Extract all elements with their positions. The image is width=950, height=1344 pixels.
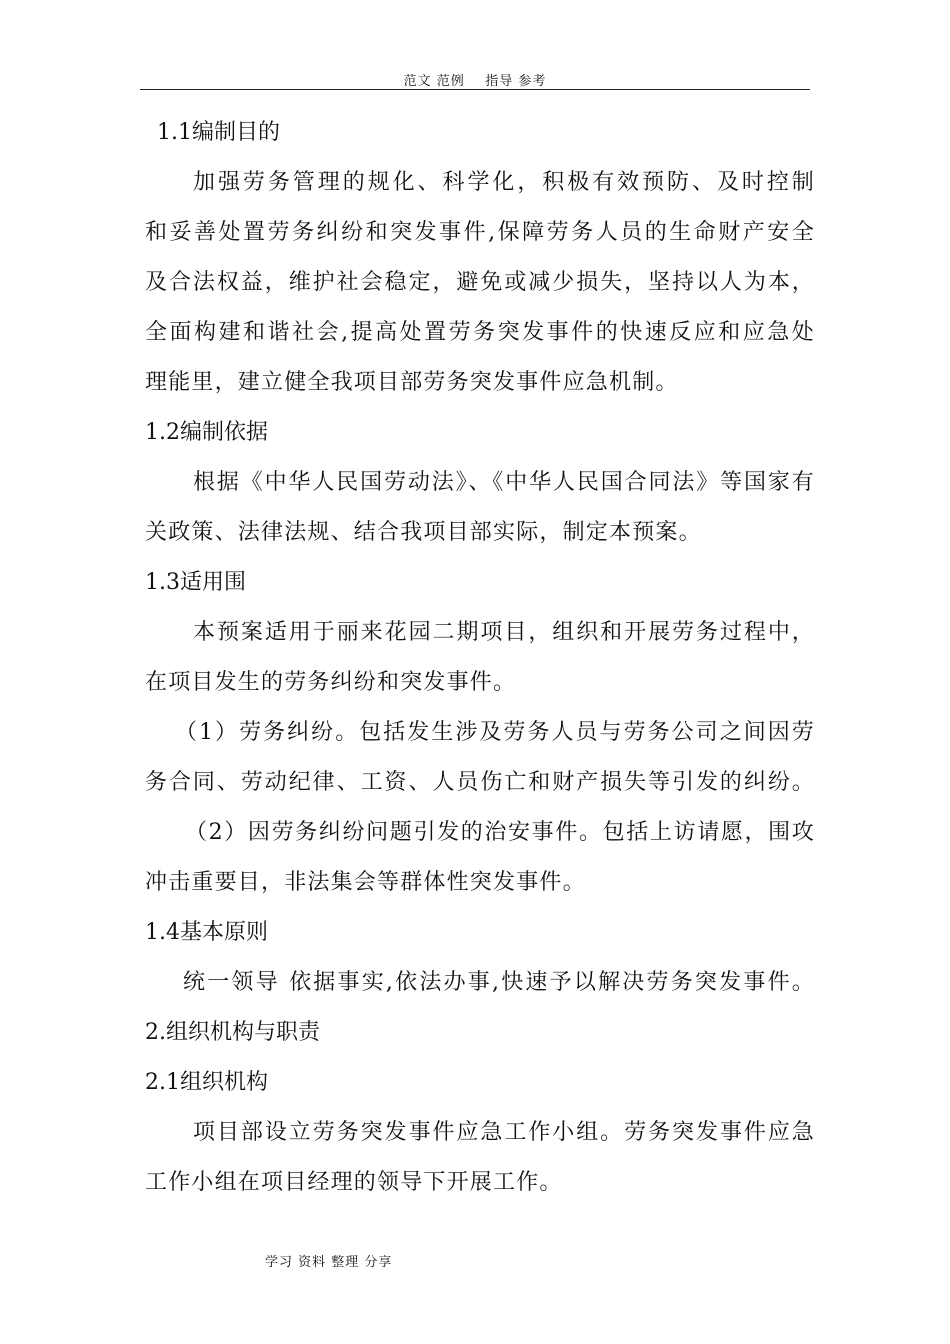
paragraph-line: 根据《中华人民国劳动法》、《中华人民国合同法》等国家有 — [193, 470, 815, 495]
paragraph-line: 工作小组在项目经理的领导下开展工作。 — [145, 1170, 563, 1195]
paragraph-line: 本预案适用于丽来花园二期项目，组织和开展劳务过程中， — [193, 620, 815, 645]
list-item-line: 务合同、劳动纪律、工资、人员伤亡和财产损失等引发的纠纷。 — [145, 770, 815, 795]
heading-1-3: 1.3适用围 — [145, 570, 246, 595]
list-item-line: （2）因劳务纠纷问题引发的治安事件。包括上访请愿，围攻 — [185, 820, 815, 845]
page-footer: 学习 资料 整理 分享 — [265, 1255, 393, 1270]
paragraph-line: 加强劳务管理的规化、科学化，积极有效预防、及时控制 — [193, 170, 815, 195]
paragraph-line: 关政策、法律法规、结合我项目部实际，制定本预案。 — [145, 520, 702, 545]
paragraph-line: 及合法权益，维护社会稳定，避免或减少损失，坚持以人为本， — [145, 270, 815, 295]
paragraph-line: 全面构建和谐社会,提高处置劳务突发事件的快速反应和应急处 — [145, 320, 815, 345]
heading-2-1: 2.1组织机构 — [145, 1070, 268, 1095]
heading-1-4: 1.4基本原则 — [145, 920, 268, 945]
list-item-line: 冲击重要目，非法集会等群体性突发事件。 — [145, 870, 586, 895]
heading-1-1: 1.1编制目的 — [157, 120, 280, 145]
paragraph-line: 和妥善处置劳务纠纷和突发事件,保障劳务人员的生命财产安全 — [145, 220, 815, 245]
paragraph-line: 项目部设立劳务突发事件应急工作小组。劳务突发事件应急 — [193, 1120, 815, 1145]
paragraph-line: 在项目发生的劳务纠纷和突发事件。 — [145, 670, 517, 695]
paragraph-line: 理能里，建立健全我项目部劳务突发事件应急机制。 — [145, 370, 679, 395]
page-header: 范文 范例 指导 参考 — [403, 74, 547, 89]
paragraph-line: 统一领导 依据事实,依法办事,快速予以解决劳务突发事件。 — [183, 970, 815, 995]
document-body — [145, 108, 815, 1208]
list-item-line: （1）劳务纠纷。包括发生涉及劳务人员与劳务公司之间因劳 — [175, 720, 815, 745]
header-divider — [140, 89, 810, 90]
heading-2: 2.组织机构与职责 — [145, 1020, 320, 1045]
heading-1-2: 1.2编制依据 — [145, 420, 268, 445]
